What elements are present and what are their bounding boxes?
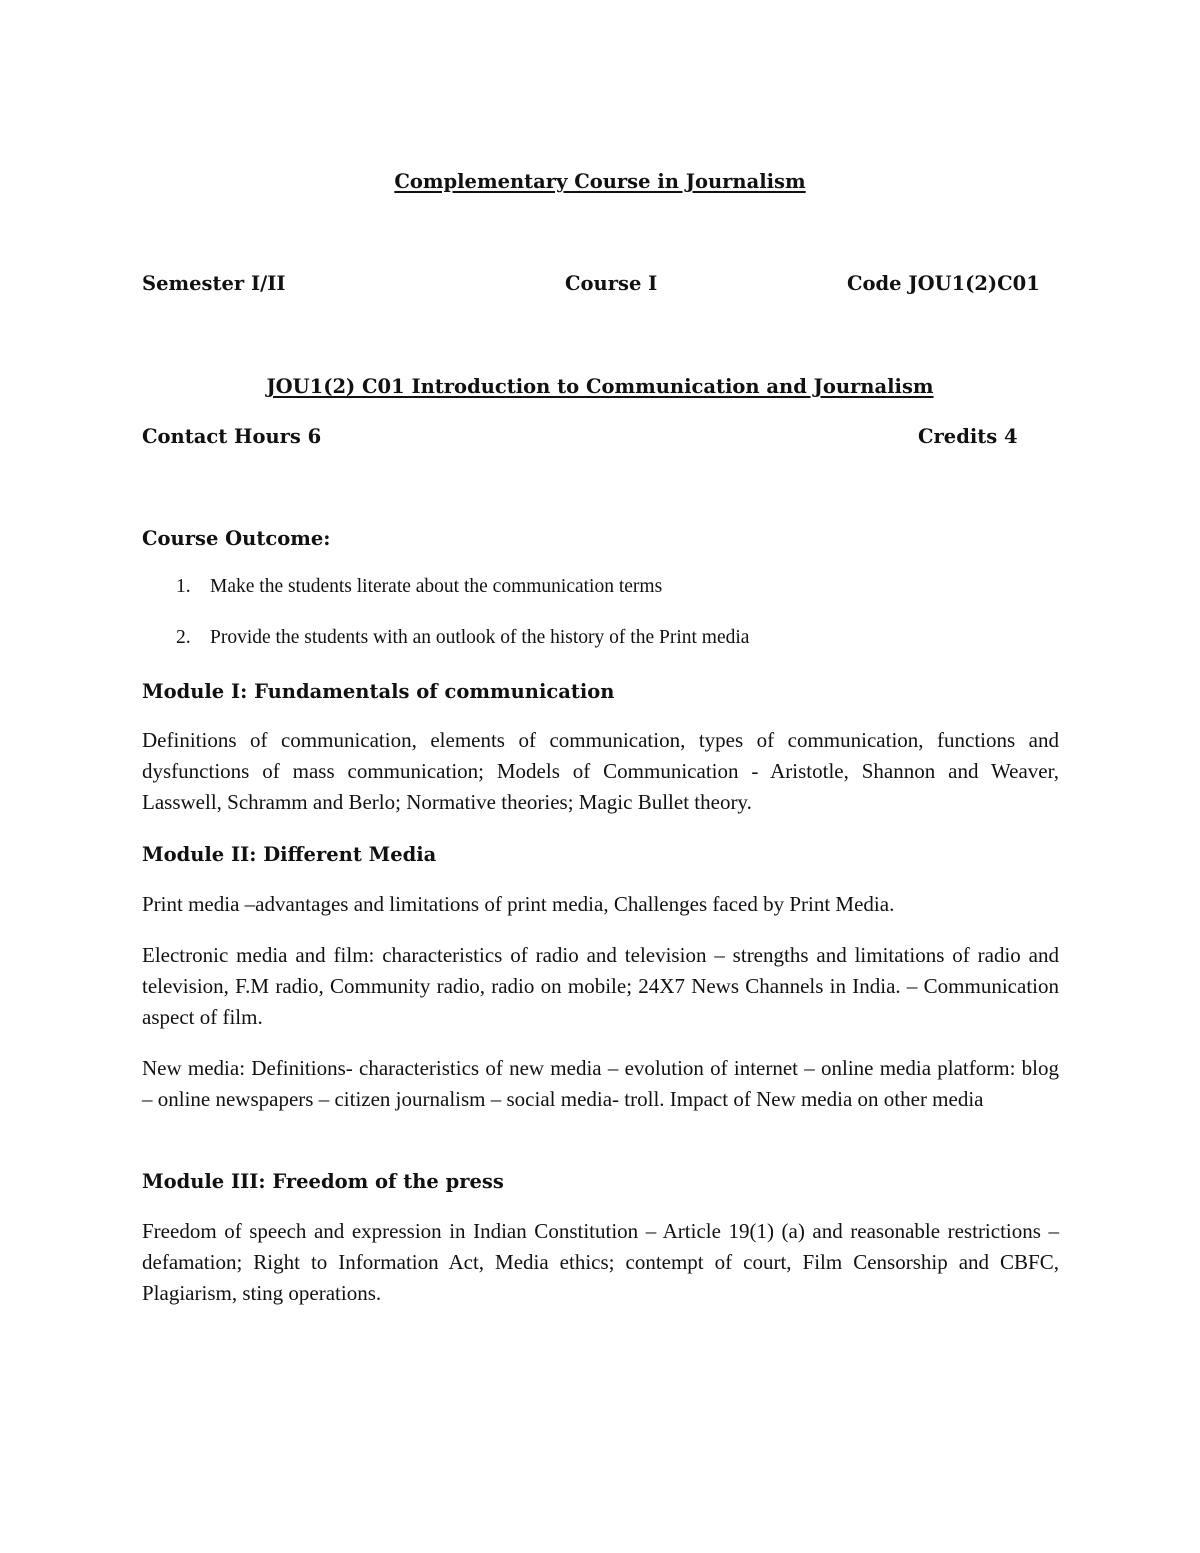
module-heading: Module II: Different Media bbox=[142, 843, 437, 866]
outcome-item bbox=[176, 576, 662, 598]
course-code: Code JOU1(2)C01 bbox=[847, 272, 1040, 295]
module-paragraph: Print media –advantages and limitations of print media, Challenges faced by Print Media. bbox=[142, 892, 895, 916]
module-paragraph: Freedom of speech and expression in Indian Constitution – Article 19(1) (a) and reasonable restrictions – defamation; Right to Information Act, Media ethics; contempt of court, Film Censorship and CBFC, Plagiarism, sting operations. bbox=[142, 1219, 1059, 1305]
module-heading: Module III: Freedom of the press bbox=[142, 1170, 504, 1193]
semester-label: Semester I/II bbox=[142, 272, 286, 295]
module-heading: Module I: Fundamentals of communication bbox=[142, 680, 615, 703]
contact-hours: Contact Hours 6 bbox=[142, 425, 322, 448]
credits: Credits 4 bbox=[918, 425, 1018, 448]
outcome-text: Make the students literate about the communication terms bbox=[210, 576, 663, 597]
outcome-number: 2. bbox=[176, 627, 191, 648]
course-title: JOU1(2) C01 Introduction to Communication and Journalism bbox=[266, 375, 934, 398]
module-paragraph: Definitions of communication, elements of communication, types of communication, functions and dysfunctions of mass communication; Models of Communication - Aristotle, Shannon and Weaver, Lasswell, Schramm and Berlo; Normative theories; Magic Bullet theory. bbox=[142, 728, 1059, 814]
outcome-item bbox=[176, 627, 749, 649]
course-label: Course I bbox=[565, 272, 658, 295]
outcome-number: 1. bbox=[176, 576, 191, 597]
outcome-text: Provide the students with an outlook of the history of the Print media bbox=[210, 627, 750, 648]
module-paragraph: New media: Definitions- characteristics of new media – evolution of internet – online media platform: blog – online newspapers – citizen journalism – social media- troll. Impact of New media on other media bbox=[142, 1056, 1059, 1111]
module-paragraph: Electronic media and film: characteristics of radio and television – strengths and limitations of radio and television, F.M radio, Community radio, radio on mobile; 24X7 News Channels in India. – Communication aspect of film. bbox=[142, 943, 1059, 1029]
document-title: Complementary Course in Journalism bbox=[394, 170, 806, 193]
course-outcome-heading: Course Outcome: bbox=[142, 527, 331, 550]
